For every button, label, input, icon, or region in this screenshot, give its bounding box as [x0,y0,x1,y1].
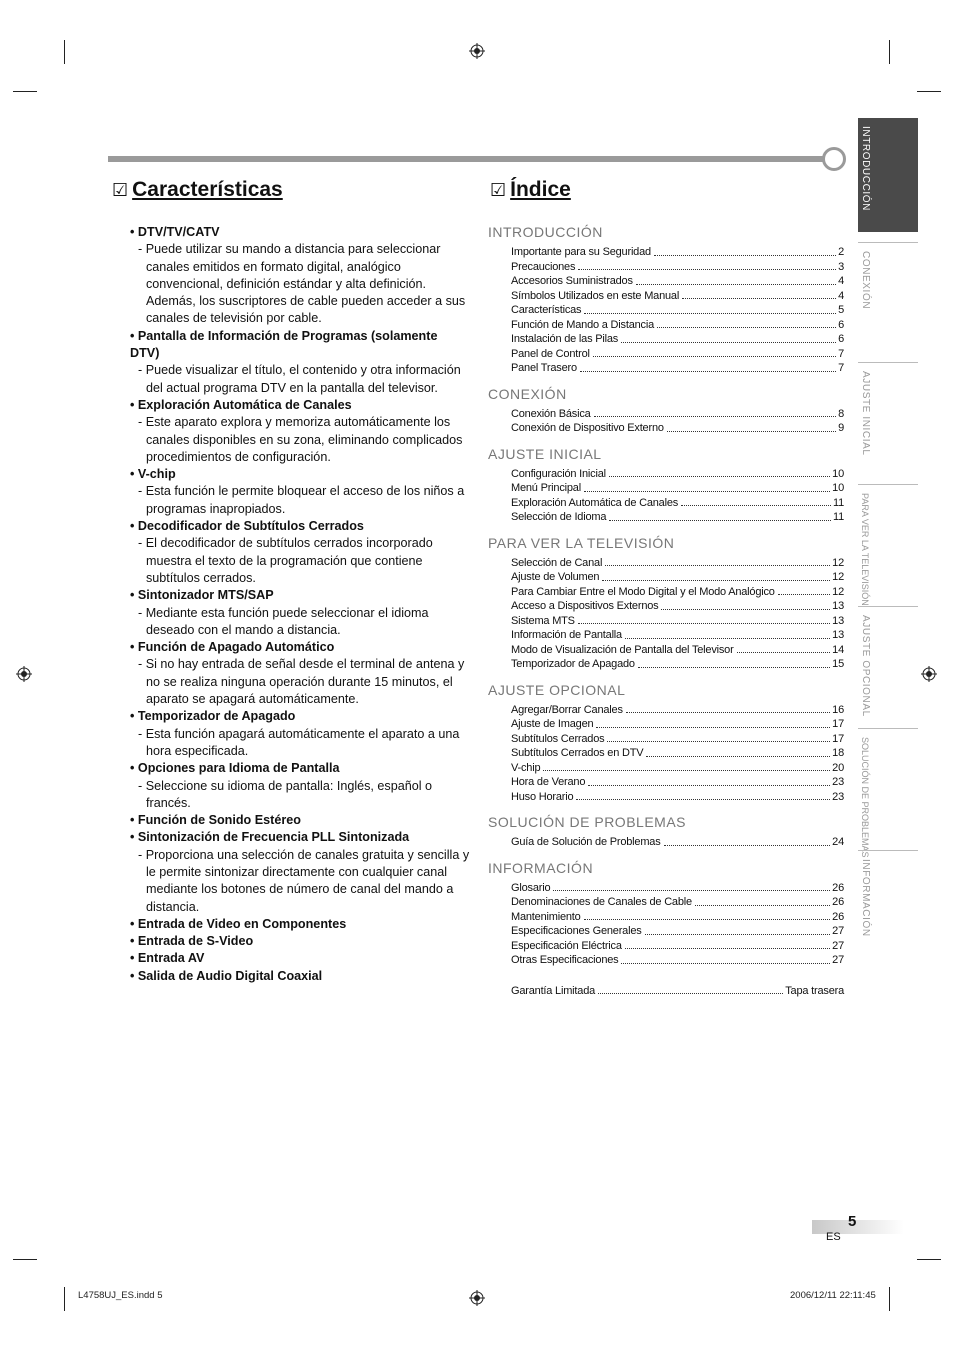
side-tab-label: AJUSTE OPCIONAL [860,615,871,717]
dot-leader [681,496,831,507]
dot-leader [626,703,830,714]
dot-leader [602,570,830,581]
index-entry[interactable] [488,717,844,732]
registration-mark-icon [469,43,485,59]
index-entry-title: Exploración Automática de Canales [511,496,679,509]
crop-mark [917,91,941,92]
side-tab-conexion[interactable] [858,242,918,353]
index-entry-title: Panel de Control [511,347,590,360]
feature-description: - El decodificador de subtítulos cerrados incorporado muestra el texto de la programación que contiene subtítulos cerrados. [138,536,433,585]
index-section-title: SOLUCIÓN DE PROBLEMAS [488,814,686,830]
index-entry[interactable] [488,953,844,968]
dot-leader [605,556,830,567]
index-entry-title: Conexión de Dispositivo Externo [511,422,664,434]
index-entry-title: Glosario [511,881,551,894]
top-rule [108,156,826,162]
checkbox-icon: ☑ [112,179,129,201]
index-entry-title: Especificación Eléctrica [511,939,622,952]
side-tab-ajuste-opcional[interactable] [858,606,918,719]
index-section [488,860,844,968]
index-entry-page: 2 [838,246,844,258]
features-heading [112,178,283,202]
feature-name: • Opciones para Idioma de Pantalla [130,761,340,776]
index-section [488,446,844,525]
side-tab-label: CONEXIÓN [860,251,871,310]
feature-name: • Temporizador de Apagado [130,709,296,724]
index-entry-title: Garantía Limitada [511,984,596,997]
feature-description: - Seleccione su idioma de pantalla: Inglés, español o francés. [138,778,433,810]
index-section [488,224,844,376]
side-tab-label: SOLUCIÓN DE PROBLEMAS [860,737,870,858]
index-entry-title: Panel Trasero [511,362,577,374]
dot-leader [621,953,830,964]
checkbox-icon: ☑ [490,179,507,201]
index-entry-page: 13 [832,614,844,627]
index-entry[interactable] [488,318,844,333]
index-entry-page: 11 [832,511,844,523]
index-entry-title: Configuración Inicial [511,467,606,480]
index-entry-page: 5 [838,304,844,316]
index-entry[interactable] [488,361,844,376]
dot-leader [588,775,830,786]
index-entry-title: Especificaciones Generales [511,925,642,937]
index-section [488,535,844,672]
dot-leader [593,347,836,358]
dot-leader [594,407,837,418]
index-entry-title: Conexión Básica [511,407,591,420]
index-entry-title: Temporizador de Apagado [511,658,635,670]
crop-mark [917,1259,941,1260]
dot-leader [645,924,831,935]
index-entry-page: 13 [832,629,844,641]
index-entry[interactable] [488,924,844,939]
index-section [488,682,844,805]
index-entry-page: 14 [832,643,844,656]
index-entry-page: 7 [838,347,844,360]
index-entry-page: 15 [832,658,844,670]
index-entry[interactable] [488,496,844,511]
index-entry[interactable] [488,303,844,318]
dot-leader [580,361,836,372]
index-entry-title: Otras Especificaciones [511,954,619,966]
dot-leader [778,585,830,596]
index-entry-title: Ajuste de Volumen [511,571,600,583]
index-entry-page: 7 [838,362,844,374]
language-code: ES [826,1231,841,1243]
index-entry-title: Mantenimiento [511,910,581,923]
index-entry-title: Precauciones [511,260,576,273]
dot-leader [578,614,830,625]
index-entry-title: Accesorios Suministrados [511,275,633,287]
index-entry-page: 4 [838,275,844,287]
index-entry[interactable] [488,467,844,482]
dot-leader [661,599,830,610]
side-tab-ajuste-inicial[interactable] [858,362,918,475]
dot-leader [657,318,836,329]
registration-mark-icon [921,666,937,682]
feature-name: • Sintonización de Frecuencia PLL Sintonizada [130,830,410,845]
index-entry[interactable] [488,614,844,629]
dot-leader [695,895,830,906]
index-entry-page: 27 [832,925,844,937]
index-entry-page: 27 [832,954,844,966]
crop-mark [64,1287,65,1311]
index-entry-title: Agregar/Borrar Canales [511,703,623,716]
dot-leader [553,881,830,892]
feature-description: - Esta función le permite bloquear el acceso de los niños a programas inapropiados. [138,484,465,516]
index-entry-page: 17 [832,732,844,745]
dot-leader [609,467,830,478]
dot-leader [543,761,830,772]
dot-leader [596,717,830,728]
index-entry-title: V-chip [511,761,541,774]
index-heading [490,178,571,202]
dot-leader [609,510,831,521]
index-entry-page: Tapa trasera [785,984,844,997]
index-entry-page: 6 [838,318,844,331]
features-list [130,224,470,985]
index-entry-page: 12 [832,585,844,598]
index-entry[interactable] [488,746,844,761]
index-entry-title: Subtítulos Cerrados [511,732,605,745]
rule-end-circle [822,147,846,171]
index-entry-title: Acceso a Dispositivos Externos [511,600,659,612]
feature-name: • Exploración Automática de Canales [130,397,352,412]
index-entry-page: 10 [832,482,844,494]
registration-mark-icon [16,666,32,682]
index-entry-page: 20 [832,761,844,774]
index-entry[interactable] [488,939,844,954]
crop-mark [64,40,65,64]
index-entry-page: 4 [838,289,844,302]
index-entry-title: Huso Horario [511,790,574,803]
index-entry[interactable] [488,732,844,747]
dot-leader [607,732,830,743]
index-entry[interactable] [488,657,844,672]
index-entry-page: 26 [832,881,844,894]
index-entry-page: 27 [832,939,844,952]
index-entry-title: Instalación de las Pilas [511,333,619,345]
index-entry[interactable] [488,835,844,850]
index-section-title: INTRODUCCIÓN [488,224,603,240]
index-entry-title: Ajuste de Imagen [511,718,594,730]
feature-name: • Función de Apagado Automático [130,640,335,655]
index-entry[interactable] [488,421,844,436]
index-entry[interactable] [488,510,844,525]
index-entry[interactable] [488,599,844,614]
index-entry[interactable] [488,347,844,362]
index-entry-page: 10 [832,467,844,480]
index-section-title: CONEXIÓN [488,385,567,402]
index-entry[interactable] [488,881,844,896]
feature-description: - Puede visualizar el título, el contenido y otra información del actual programa DTV en la pantalla del televisor. [138,363,461,395]
index-entry[interactable] [488,260,844,275]
side-tab-label: PARA VER LA TELEVISIÓN [860,493,870,606]
dot-leader [621,332,836,343]
footer-file: L4758UJ_ES.indd 5 [78,1290,163,1301]
feature-description: - Esta función apagará automáticamente el aparato a una hora especificada. [138,726,460,758]
feature-name: • DTV/TV/CATV [130,225,220,239]
dot-leader [654,245,836,256]
dot-leader [737,643,831,654]
index-entry[interactable] [488,585,844,600]
index-entry-page: 18 [832,747,844,759]
dot-leader [584,481,830,492]
side-tab-label: AJUSTE INICIAL [860,371,871,456]
index-entry-page: 26 [832,896,844,908]
index-entry[interactable] [488,761,844,776]
side-tab-introduccion[interactable] [858,118,918,232]
index-entry[interactable] [488,407,844,422]
dot-leader [578,260,836,271]
registration-mark-icon [469,1290,485,1306]
index-entry[interactable] [488,274,844,289]
index-entry-page: 9 [838,422,844,434]
index-entry[interactable] [488,790,844,805]
side-tab-label: INFORMACIÓN [860,859,871,937]
index-entry-title: Hora de Verano [511,776,586,788]
page-number: 5 [848,1213,857,1230]
dot-leader [646,746,830,757]
index-entry-title: Denominaciones de Canales de Cable [511,896,692,908]
index-entry-page: 24 [832,836,844,848]
index-entry-title: Importante para su Seguridad [511,246,651,258]
index-entry-page: 13 [832,600,844,612]
footer-timestamp: 2006/12/11 22:11:45 [790,1290,876,1301]
index-entry[interactable] [488,895,844,910]
index-entry-title: Sistema MTS [511,614,575,627]
index-entry[interactable] [488,643,844,658]
index-entry-page: 3 [838,260,844,273]
side-tab-para-ver-la-television[interactable] [858,484,918,606]
feature-name: • Pantalla de Información de Programas (solamente DTV) [130,328,438,361]
index-entry[interactable] [488,245,844,260]
index-entry-title: Símbolos Utilizados en este Manual [511,289,680,302]
index-entry[interactable] [488,556,844,571]
index-entry-page: 23 [832,776,844,788]
index-entry[interactable] [488,703,844,718]
index-entry-page: 23 [832,790,844,803]
dot-leader [598,984,783,995]
crop-mark [889,1287,890,1311]
index-entry-title: Selección de Canal [511,556,603,569]
index-section [488,386,844,436]
index-entry[interactable] [488,481,844,496]
crop-mark [889,40,890,64]
index-section-title: AJUSTE INICIAL [488,445,602,462]
dot-leader [584,303,836,314]
index-entry-page: 26 [832,910,844,923]
feature-name: • Decodificador de Subtítulos Cerrados [130,519,364,534]
index-entry-title: Guía de Solución de Problemas [511,836,661,848]
feature-name: • Entrada de Video en Componentes [130,916,347,931]
feature-name: • Entrada de S-Video [130,934,254,949]
index-entry-page: 12 [832,556,844,569]
side-tab-informacion[interactable] [858,850,918,963]
feature-name: • Entrada AV [130,951,205,966]
index-entry-warranty[interactable] [488,984,844,999]
feature-name: • V-chip [130,467,176,482]
table-of-contents [488,224,844,998]
index-entry-title: Selección de Idioma [511,511,607,523]
feature-description: - Mediante esta función puede seleccionar el idioma deseado con el mando a distancia. [138,605,429,637]
index-entry-title: Menú Principal [511,482,581,494]
index-entry-title: Subtítulos Cerrados en DTV [511,747,644,759]
feature-name: • Sintonizador MTS/SAP [130,588,274,603]
index-entry[interactable] [488,910,844,925]
index-entry-page: 6 [838,333,844,345]
dot-leader [636,274,836,285]
feature-description: - Si no hay entrada de señal desde el terminal de antena y no se realiza ninguna operación durante 15 minutos, el aparato se apagará automáticamente. [138,657,465,707]
index-entry[interactable] [488,570,844,585]
feature-name: • Función de Sonido Estéreo [130,813,301,828]
side-tab-solucion-de-problemas[interactable] [858,728,918,858]
index-entry-title: Características [511,304,582,316]
index-entry-page: 12 [832,571,844,583]
index-entry[interactable] [488,332,844,347]
dot-leader [664,835,831,846]
index-section-title: INFORMACIÓN [488,859,594,876]
side-tab-label: INTRODUCCIÓN [860,126,871,211]
index-entry-title: Para Cambiar Entre el Modo Digital y el Modo Analógico [511,585,775,598]
feature-description: - Puede utilizar su mando a distancia para seleccionar canales emitidos en formato digital, analógico convencional, definición estándar y alta definición. Además, los suscriptores de cable pueden acceder a sus canales de televisión por cable. [138,242,466,326]
dot-leader [625,939,830,950]
dot-leader [576,790,830,801]
index-entry-page: 11 [832,496,844,509]
index-entry-page: 8 [838,407,844,420]
index-title: Índice [510,178,571,201]
dot-leader [638,657,830,668]
index-entry[interactable] [488,775,844,790]
index-entry-title: Información de Pantalla [511,629,622,641]
crop-mark [13,91,37,92]
index-section-title: PARA VER LA TELEVISIÓN [488,534,675,551]
dot-leader [667,421,836,432]
index-entry[interactable] [488,289,844,304]
index-entry-title: Modo de Visualización de Pantalla del Televisor [511,643,734,656]
dot-leader [625,628,830,639]
features-title: Características [132,178,283,201]
index-section [488,814,844,850]
index-entry-page: 17 [832,718,844,730]
index-entry[interactable] [488,628,844,643]
crop-mark [13,1259,37,1260]
feature-name: • Salida de Audio Digital Coaxial [130,968,323,983]
index-section-title: AJUSTE OPCIONAL [488,681,626,698]
index-entry-title: Función de Mando a Distancia [511,318,654,331]
dot-leader [584,910,831,921]
feature-description: - Este aparato explora y memoriza automáticamente los canales disponibles en su zona, eliminando complicados procedimientos de configuración. [138,415,463,464]
dot-leader [682,289,836,300]
index-entry-page: 16 [832,703,844,716]
feature-description: - Proporciona una selección de canales gratuita y sencilla y le permite sintonizar directamente con cualquier canal mediante los botones de número de canal del mando a distancia. [138,847,470,914]
